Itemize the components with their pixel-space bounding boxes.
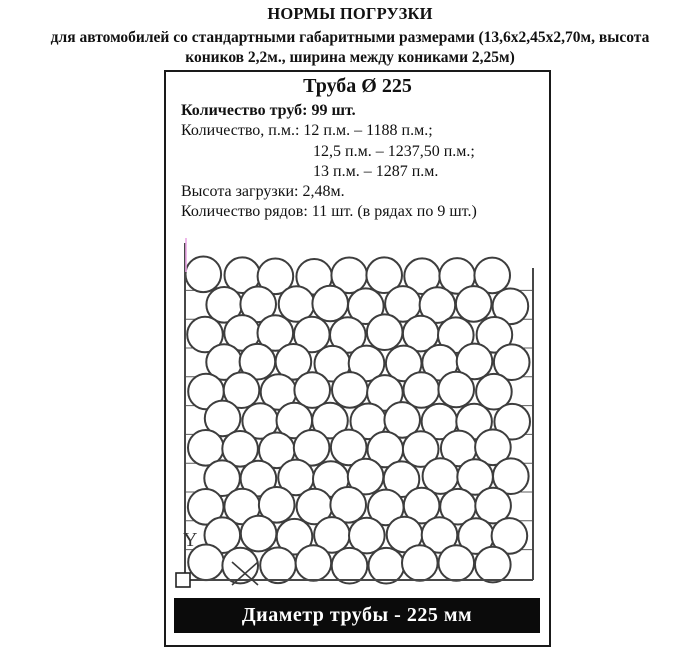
pipes-count-line: Количество труб: 99 шт. [181, 102, 356, 119]
diameter-banner [174, 598, 540, 633]
axis-y-label: Y [183, 529, 198, 551]
pipe-circle [312, 286, 348, 322]
pipe-circle [241, 516, 277, 552]
page-title: НОРМЫ ПОГРУЗКИ [267, 4, 433, 23]
origin-marker [176, 573, 190, 587]
pipe-circle [402, 545, 438, 581]
rows-count-line: Количество рядов: 11 шт. (в рядах по 9 шт.) [181, 203, 477, 221]
page-subtitle [0, 28, 700, 67]
pipe-circle [456, 286, 492, 322]
page-subtitle-line-1: для автомобилей со стандартными габаритными размерами (13,6х2,45х2,70м, высота [50, 29, 650, 46]
pipe-circle [367, 314, 403, 350]
load-height-line: Высота загрузки: 2,48м. [181, 183, 345, 201]
pipe-circle [369, 548, 405, 584]
pipe-circle [186, 257, 222, 293]
pipe-circle [332, 548, 368, 584]
pipe-spec-lines [166, 101, 549, 223]
page-subtitle-line-2: коников 2,2м., ширина между кониками 2,25м) [185, 48, 515, 66]
length-line-1: Количество, п.м.: 12 п.м. – 1188 п.м.; [181, 122, 433, 140]
pipe-circle [260, 548, 296, 584]
length-line-2: 12,5 п.м. – 1237,50 п.м.; [313, 142, 475, 160]
pipe-circle [438, 372, 474, 408]
length-line-3: 13 п.м. – 1287 п.м. [313, 162, 439, 180]
pipe-packing-diagram [164, 224, 551, 596]
pipe-circle [475, 547, 511, 583]
sheet-header [0, 4, 700, 67]
pipe-circle [296, 545, 332, 581]
pipe-circle [332, 372, 368, 408]
pipe-spec-title: Труба Ø 225 [303, 75, 412, 97]
pipe-circle [439, 545, 475, 581]
pipe-circles-group [186, 257, 531, 584]
diameter-banner-label: Диаметр трубы - 225 мм [241, 604, 473, 626]
